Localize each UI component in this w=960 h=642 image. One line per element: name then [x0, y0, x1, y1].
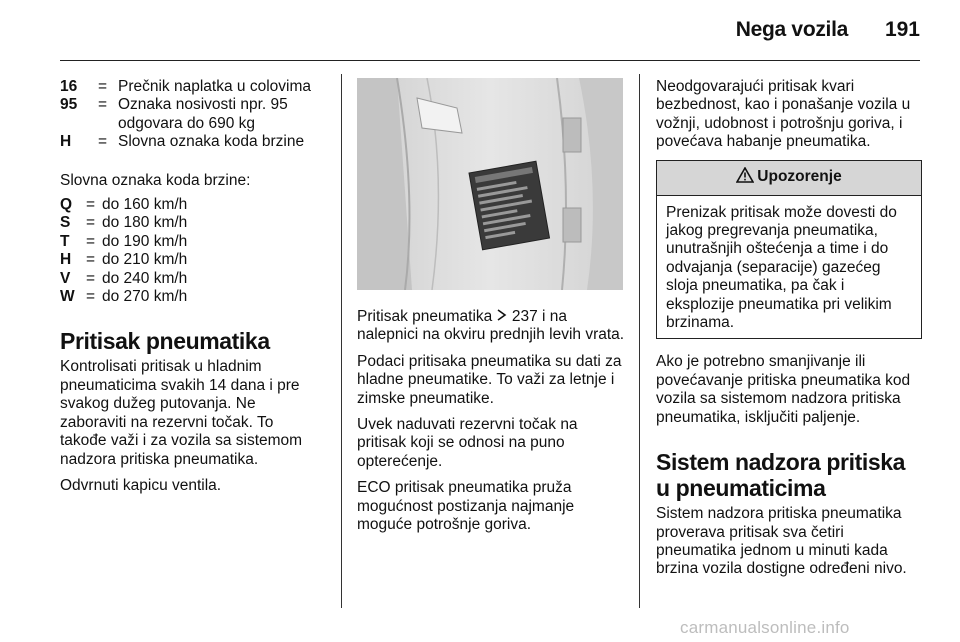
page-header [60, 14, 920, 61]
door-frame-tire-label-illustration [357, 78, 623, 290]
definition-text: Slovna oznaka koda brzine [118, 133, 305, 151]
warning-title: Upozorenje [757, 168, 842, 186]
body-paragraph [357, 308, 625, 345]
speed-value: do 210 km/h [102, 251, 188, 269]
warning-triangle-icon [736, 167, 757, 188]
speed-key: W [60, 288, 75, 306]
section-heading: Sistem nadzora pritiska u pneumaticima [656, 449, 905, 502]
definition-text: Prečnik naplatka u colovima [118, 78, 311, 95]
paragraph-text: Pritisak pneumatika [357, 308, 497, 325]
left-column [60, 78, 322, 503]
definition-text: Oznaka nosivosti npr. 95 odgovara do 690 kg [118, 96, 288, 132]
body-paragraph: Ako je potrebno smanjivanje ili povećavanje pritiska pneumatika kod vozila sa sistemom nadzora pritiska pneumatika, isključiti paljenje. [656, 353, 911, 426]
equals-sign: = [86, 251, 96, 269]
speed-value: do 160 km/h [102, 196, 188, 214]
body-paragraph: Neodgovarajući pritisak kvari bezbednost, kao i ponašanje vozila u vožnji, udobnost i potrošnju goriva, i povećava habanje pneumatika. [656, 78, 911, 151]
speed-row [60, 214, 322, 232]
body-paragraph: Uvek naduvati rezervni točak na pritisak koji se odnosi na puno opterećenje. [357, 416, 578, 470]
arrow-reference-icon [497, 308, 508, 326]
column-divider [341, 74, 342, 608]
body-paragraph: Sistem nadzora pritiska pneumatika proverava pritisak sva četiri pneumatika jednom u minuti kada brzina vozila dostigne određeni nivo. [656, 505, 907, 578]
equals-sign: = [86, 196, 96, 214]
equals-sign: = [86, 288, 96, 306]
definition-row [60, 96, 322, 133]
speed-value: do 180 km/h [102, 214, 188, 232]
page-number: 191 [884, 18, 920, 41]
right-column [656, 78, 922, 587]
speed-key: T [60, 232, 70, 250]
speed-code-list [60, 196, 322, 306]
definition-key: H [60, 133, 72, 151]
definition-key: 16 [60, 78, 78, 95]
speed-row [60, 288, 322, 306]
middle-column [357, 78, 625, 542]
equals-sign: = [98, 96, 108, 114]
speed-row [60, 270, 322, 288]
speed-key: Q [60, 196, 73, 214]
door-frame-tire-label-illustration [357, 78, 623, 290]
equals-sign: = [98, 133, 108, 151]
body-paragraph: Kontrolisati pritisak u hladnim pneumaticima svakih 14 dana i pre svakog dužeg putovanja. Ne zaboraviti na rezervni točak. To takođe važi i za vozila sa sistemom nadzora pritiska pneumatika. [60, 358, 303, 468]
speed-value: do 270 km/h [102, 288, 188, 306]
warning-text: Prenizak pritisak može dovesti do jakog pregrevanja pneumatika, unutrašnjih oštećenja a time i do odvajanja (separacije) gazećeg sloja pneumatika, pa čak i eksplozije pneumatika pri velikim brzinama. [666, 203, 897, 332]
section-heading: Pritisak pneumatika [60, 328, 270, 355]
speed-row [60, 233, 322, 251]
equals-sign: = [98, 78, 108, 95]
definition-row [60, 133, 322, 151]
body-paragraph: ECO pritisak pneumatika pruža mogućnost postizanja najmanje moguće potrošnje goriva. [357, 479, 575, 534]
speed-value: do 190 km/h [102, 232, 188, 250]
speed-value: do 240 km/h [102, 269, 188, 287]
warning-header [657, 161, 921, 196]
equals-sign: = [86, 214, 96, 232]
speed-key: S [60, 214, 71, 232]
paragraph-text: 237 i na nalepnici na okviru prednjih levih vrata. [357, 308, 625, 344]
speed-key: V [60, 269, 71, 287]
speed-row [60, 196, 322, 214]
definition-list [60, 78, 322, 152]
body-paragraph: Odvrnuti kapicu ventila. [60, 476, 222, 494]
warning-box [656, 160, 922, 340]
speed-key: H [60, 251, 72, 269]
page-title: Nega vozila [735, 18, 848, 41]
equals-sign: = [86, 232, 96, 250]
speed-code-intro: Slovna oznaka koda brzine: [60, 171, 251, 189]
speed-row [60, 251, 322, 269]
definition-row [60, 78, 322, 96]
column-divider [639, 74, 640, 608]
equals-sign: = [86, 269, 96, 287]
definition-key: 95 [60, 96, 78, 114]
watermark: carmanualsonline.info [680, 618, 850, 637]
body-paragraph: Podaci pritisaka pneumatika su dati za hladne pneumatike. To važi za letnje i zimske pneumatike. [357, 352, 622, 407]
